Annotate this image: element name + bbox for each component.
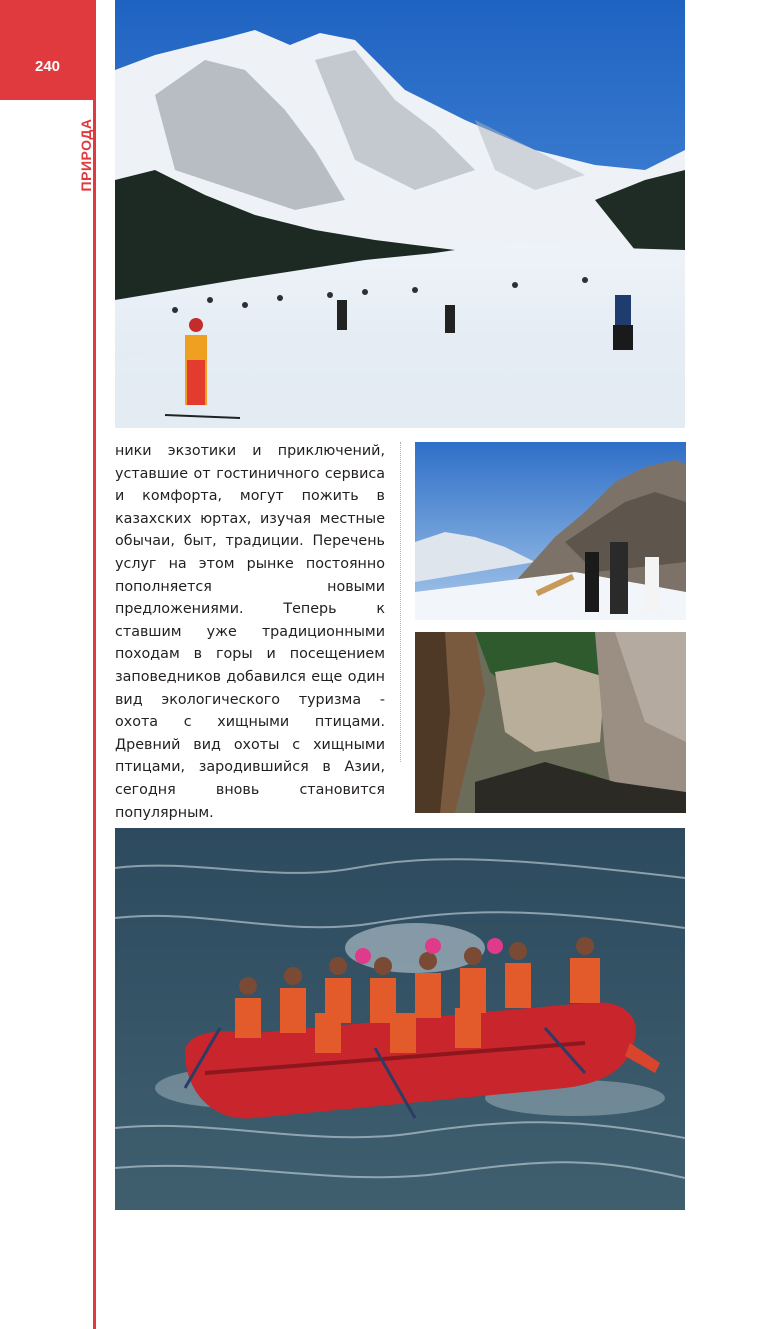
page-number: 240 [34, 58, 61, 75]
ski-slope-photo [115, 0, 685, 428]
section-label: ПРИРОДА [78, 118, 94, 192]
article-paragraph: ники экзотики и приключений, уставшие от гостиничного сервиса и комфорта, могут пожить в казахских юртах, изучая местные обычаи, быт, традиции. Перечень услуг на этом рынке постоянно пополняется новыми предложениями. Теперь к ставшим уже традиционными походам в горы и посещением заповедников добавился еще один вид экологического туризма - охота с хищными птицами. Древний вид охоты с хищными птицами, зародившийся в Азии, сегодня вновь становится популярным. [115, 443, 385, 821]
margin-rule [93, 0, 96, 1329]
mountain-hikers-photo [415, 442, 686, 620]
canyon-photo [415, 632, 686, 813]
column-divider [400, 442, 401, 762]
page-number-block [0, 0, 95, 100]
rafting-photo [115, 828, 685, 1210]
